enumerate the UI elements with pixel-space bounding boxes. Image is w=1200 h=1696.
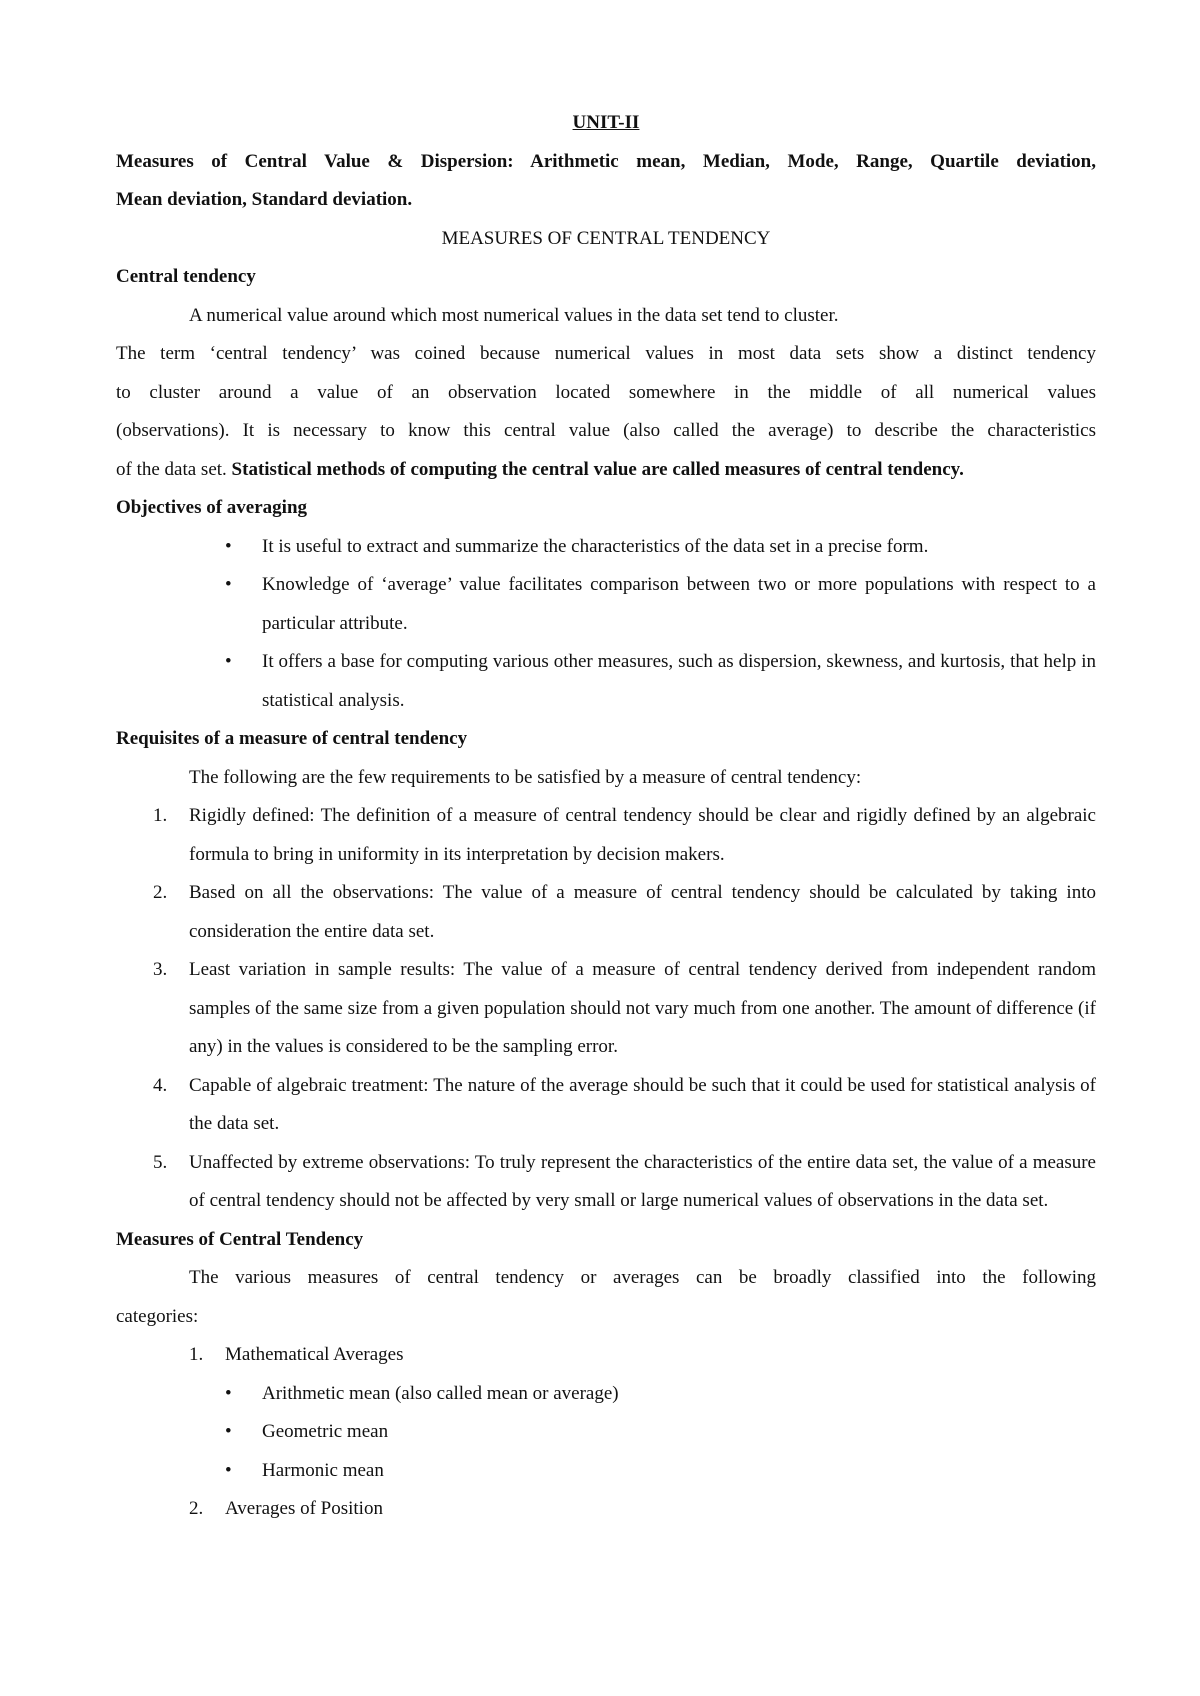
bullet-icon: • — [225, 1421, 232, 1442]
syllabus-line-1: Measures of Central Value & Dispersion: Arithmetic mean, Median, Mode, Range, Quartile deviation, — [116, 150, 1096, 172]
objective-text: It is useful to extract and summarize the characteristics of the data set in a precise form. — [262, 535, 929, 557]
item-number: 4. — [153, 1074, 168, 1096]
central-tendency-definition: A numerical value around which most numerical values in the data set tend to cluster. — [189, 304, 839, 326]
central-tendency-para-line-3: (observations). It is necessary to know this central value (also called the average) to describe the characteristics — [116, 420, 1096, 441]
item-number: 1. — [189, 1344, 204, 1365]
category-label: Averages of Position — [225, 1498, 383, 1519]
measures-intro-line-1: The various measures of central tendency or averages can be broadly classified into the following — [189, 1267, 1096, 1288]
requisite-text: Based on all the observations: The value of a measure of central tendency should be calculated by taking into consideration the entire data set. — [189, 882, 1096, 942]
item-number: 5. — [153, 1151, 168, 1173]
requisite-text: Unaffected by extreme observations: To truly represent the characteristics of the entire data set, the value of a measure of central tendency should not be affected by very small or large numerical values of observations in the data set. — [189, 1151, 1096, 1211]
item-number: 3. — [153, 959, 168, 980]
list-item — [189, 1336, 1096, 1375]
measures-intro-line-2: categories: — [116, 1305, 199, 1327]
list-item — [153, 1067, 1096, 1144]
list-item — [225, 1452, 1096, 1491]
objectives-heading: Objectives of averaging — [116, 497, 308, 518]
objective-text: It offers a base for computing various other measures, such as dispersion, skewness, and kurtosis, that help in statistical analysis. — [262, 651, 1096, 711]
bullet-icon: • — [225, 651, 232, 672]
central-tendency-para-line-2: to cluster around a value of an observation located somewhere in the middle of all numerical values — [116, 381, 1096, 403]
bullet-icon: • — [225, 574, 232, 595]
list-item — [153, 874, 1096, 951]
categories-list-continued — [116, 1490, 1096, 1529]
sub-item-text: Arithmetic mean (also called mean or average) — [262, 1382, 619, 1404]
requisite-text: Capable of algebraic treatment: The nature of the average should be such that it could be used for statistical analysis of the data set. — [189, 1074, 1096, 1134]
item-number: 2. — [153, 882, 168, 903]
objective-text: Knowledge of ‘average’ value facilitates comparison between two or more populations with respect to a particular attribute. — [262, 574, 1096, 634]
measures-heading: Measures of Central Tendency — [116, 1228, 364, 1250]
objectives-list — [116, 528, 1096, 721]
requisites-heading: Requisites of a measure of central tendency — [116, 728, 468, 749]
item-number: 2. — [189, 1498, 204, 1519]
sub-item-text: Harmonic mean — [262, 1459, 384, 1481]
category-label: Mathematical Averages — [225, 1344, 404, 1365]
bullet-icon: • — [225, 535, 232, 557]
unit-heading-text: UNIT-II — [572, 112, 640, 133]
bullet-icon: • — [225, 1382, 232, 1404]
list-item — [225, 1375, 1096, 1414]
requisite-text: Least variation in sample results: The value of a measure of central tendency derived from independent random samples of the same size from a given population should not vary much from one another. The amount of difference (if any) in the values is considered to be the sampling error. — [189, 959, 1096, 1057]
section-title: MEASURES OF CENTRAL TENDENCY — [441, 227, 771, 249]
requisites-list — [116, 797, 1096, 1221]
list-item — [153, 951, 1096, 1067]
list-item — [225, 643, 1096, 720]
item-number: 1. — [153, 805, 168, 826]
list-item — [225, 1413, 1096, 1452]
categories-list — [116, 1336, 1096, 1375]
central-tendency-para-line-4 — [116, 451, 1096, 490]
list-item — [225, 528, 1096, 567]
list-item — [189, 1490, 1096, 1529]
syllabus-line-2: Mean deviation, Standard deviation. — [116, 189, 413, 210]
list-item — [225, 566, 1096, 643]
list-item — [153, 1144, 1096, 1221]
mathematical-averages-list — [116, 1375, 1096, 1491]
central-tendency-para-line-1: The term ‘central tendency’ was coined because numerical values in most data sets show a distinct tendency — [116, 343, 1096, 364]
list-item — [153, 797, 1096, 874]
para-last-bold: Statistical methods of computing the central value are called measures of central tendency. — [231, 458, 964, 480]
sub-item-text: Geometric mean — [262, 1421, 389, 1442]
bullet-icon: • — [225, 1459, 232, 1481]
central-tendency-heading: Central tendency — [116, 266, 256, 287]
para-last-plain: of the data set. — [116, 458, 232, 480]
requisite-text: Rigidly defined: The definition of a measure of central tendency should be clear and rigidly defined by an algebraic formula to bring in uniformity in its interpretation by decision makers. — [189, 805, 1096, 865]
requisites-intro: The following are the few requirements to be satisfied by a measure of central tendency: — [189, 766, 862, 788]
unit-heading — [116, 104, 1096, 143]
